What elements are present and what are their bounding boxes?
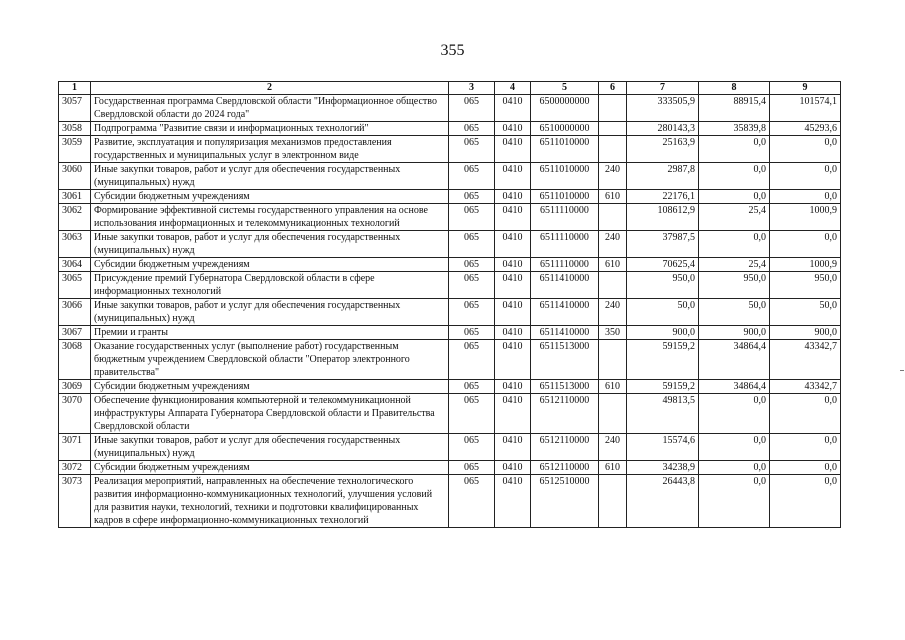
amount-col-9: 43342,7 xyxy=(770,340,841,380)
amount-col-7: 15574,6 xyxy=(627,434,699,461)
row-number: 3069 xyxy=(59,380,91,394)
section-code: 0410 xyxy=(495,190,531,204)
row-description: Обеспечение функционирования компьютерной и телекоммуникационной инфраструктуры Аппарата Губернатора Свердловской области и Правительства Свердловской области xyxy=(91,394,449,434)
column-header: 3 xyxy=(449,82,495,95)
row-number: 3062 xyxy=(59,204,91,231)
column-header: 4 xyxy=(495,82,531,95)
amount-col-8: 25,4 xyxy=(699,258,770,272)
row-number: 3067 xyxy=(59,326,91,340)
amount-col-7: 34238,9 xyxy=(627,461,699,475)
amount-col-9: 101574,1 xyxy=(770,95,841,122)
column-header: 1 xyxy=(59,82,91,95)
section-code: 0410 xyxy=(495,204,531,231)
ministry-code: 065 xyxy=(449,340,495,380)
section-code: 0410 xyxy=(495,231,531,258)
amount-col-8: 950,0 xyxy=(699,272,770,299)
amount-col-8: 0,0 xyxy=(699,394,770,434)
amount-col-7: 59159,2 xyxy=(627,340,699,380)
row-number: 3073 xyxy=(59,475,91,528)
row-number: 3057 xyxy=(59,95,91,122)
amount-col-7: 26443,8 xyxy=(627,475,699,528)
amount-col-7: 70625,4 xyxy=(627,258,699,272)
section-code: 0410 xyxy=(495,258,531,272)
row-number: 3071 xyxy=(59,434,91,461)
table-row xyxy=(59,380,841,394)
column-header: 9 xyxy=(770,82,841,95)
amount-col-9: 1000,9 xyxy=(770,258,841,272)
amount-col-8: 0,0 xyxy=(699,434,770,461)
column-header: 2 xyxy=(91,82,449,95)
expense-type-code xyxy=(599,136,627,163)
section-code: 0410 xyxy=(495,394,531,434)
amount-col-9: 0,0 xyxy=(770,394,841,434)
expense-type-code: 610 xyxy=(599,258,627,272)
row-description: Премии и гранты xyxy=(91,326,449,340)
ministry-code: 065 xyxy=(449,258,495,272)
amount-col-9: 43342,7 xyxy=(770,380,841,394)
row-description: Субсидии бюджетным учреждениям xyxy=(91,258,449,272)
column-header: 7 xyxy=(627,82,699,95)
section-code: 0410 xyxy=(495,380,531,394)
ministry-code: 065 xyxy=(449,231,495,258)
table-row xyxy=(59,136,841,163)
row-description: Субсидии бюджетным учреждениям xyxy=(91,190,449,204)
amount-col-7: 50,0 xyxy=(627,299,699,326)
expense-type-code: 610 xyxy=(599,380,627,394)
ministry-code: 065 xyxy=(449,122,495,136)
expense-type-code xyxy=(599,394,627,434)
row-number: 3059 xyxy=(59,136,91,163)
ministry-code: 065 xyxy=(449,461,495,475)
amount-col-7: 49813,5 xyxy=(627,394,699,434)
ministry-code: 065 xyxy=(449,136,495,163)
row-number: 3072 xyxy=(59,461,91,475)
row-description: Развитие, эксплуатация и популяризация механизмов предоставления государственных и муниципальных услуг в электронном виде xyxy=(91,136,449,163)
expense-type-code: 610 xyxy=(599,461,627,475)
amount-col-7: 333505,9 xyxy=(627,95,699,122)
expense-type-code xyxy=(599,204,627,231)
section-code: 0410 xyxy=(495,95,531,122)
target-article-code: 6511010000 xyxy=(531,136,599,163)
row-description: Реализация мероприятий, направленных на обеспечение технологического развития информационно-коммуникационных технологий, улучшения условий для развития науки, технологий, техники и подготовки квалифицированных кадров в сфере информационно-коммуникационных технологий xyxy=(91,475,449,528)
target-article-code: 6511110000 xyxy=(531,258,599,272)
table-row xyxy=(59,163,841,190)
target-article-code: 6500000000 xyxy=(531,95,599,122)
row-description: Присуждение премий Губернатора Свердловской области в сфере информационных технологий xyxy=(91,272,449,299)
amount-col-8: 900,0 xyxy=(699,326,770,340)
section-code: 0410 xyxy=(495,461,531,475)
amount-col-9: 50,0 xyxy=(770,299,841,326)
target-article-code: 6511513000 xyxy=(531,380,599,394)
ministry-code: 065 xyxy=(449,272,495,299)
target-article-code: 6512110000 xyxy=(531,461,599,475)
amount-col-8: 0,0 xyxy=(699,190,770,204)
amount-col-9: 0,0 xyxy=(770,163,841,190)
row-number: 3066 xyxy=(59,299,91,326)
amount-col-8: 34864,4 xyxy=(699,340,770,380)
amount-col-8: 34864,4 xyxy=(699,380,770,394)
expense-type-code: 240 xyxy=(599,163,627,190)
ministry-code: 065 xyxy=(449,299,495,326)
ministry-code: 065 xyxy=(449,394,495,434)
target-article-code: 6512110000 xyxy=(531,394,599,434)
ministry-code: 065 xyxy=(449,475,495,528)
expense-type-code xyxy=(599,122,627,136)
section-code: 0410 xyxy=(495,434,531,461)
row-number: 3063 xyxy=(59,231,91,258)
amount-col-9: 950,0 xyxy=(770,272,841,299)
target-article-code: 6511110000 xyxy=(531,231,599,258)
section-code: 0410 xyxy=(495,122,531,136)
target-article-code: 6512110000 xyxy=(531,434,599,461)
section-code: 0410 xyxy=(495,272,531,299)
section-code: 0410 xyxy=(495,136,531,163)
expense-type-code: 610 xyxy=(599,190,627,204)
amount-col-9: 0,0 xyxy=(770,136,841,163)
target-article-code: 6511410000 xyxy=(531,326,599,340)
amount-col-8: 0,0 xyxy=(699,461,770,475)
expense-type-code xyxy=(599,95,627,122)
section-code: 0410 xyxy=(495,299,531,326)
table-row xyxy=(59,461,841,475)
amount-col-8: 0,0 xyxy=(699,163,770,190)
expense-type-code xyxy=(599,340,627,380)
amount-col-9: 0,0 xyxy=(770,434,841,461)
expense-type-code xyxy=(599,475,627,528)
section-code: 0410 xyxy=(495,326,531,340)
expense-type-code: 240 xyxy=(599,231,627,258)
ministry-code: 065 xyxy=(449,163,495,190)
row-number: 3064 xyxy=(59,258,91,272)
row-number: 3060 xyxy=(59,163,91,190)
table-row xyxy=(59,340,841,380)
amount-col-9: 45293,6 xyxy=(770,122,841,136)
amount-col-7: 280143,3 xyxy=(627,122,699,136)
target-article-code: 6511410000 xyxy=(531,299,599,326)
amount-col-7: 950,0 xyxy=(627,272,699,299)
amount-col-8: 25,4 xyxy=(699,204,770,231)
column-header: 6 xyxy=(599,82,627,95)
column-header: 8 xyxy=(699,82,770,95)
table-row xyxy=(59,434,841,461)
row-number: 3070 xyxy=(59,394,91,434)
ministry-code: 065 xyxy=(449,380,495,394)
amount-col-8: 50,0 xyxy=(699,299,770,326)
table-row xyxy=(59,190,841,204)
row-description: Субсидии бюджетным учреждениям xyxy=(91,380,449,394)
amount-col-8: 35839,8 xyxy=(699,122,770,136)
column-header: 5 xyxy=(531,82,599,95)
table-row xyxy=(59,95,841,122)
expense-type-code: 350 xyxy=(599,326,627,340)
amount-col-8: 0,0 xyxy=(699,475,770,528)
margin-mark xyxy=(900,370,904,371)
row-description: Подпрограмма "Развитие связи и информационных технологий" xyxy=(91,122,449,136)
table-row xyxy=(59,122,841,136)
table-body xyxy=(59,95,841,528)
table-row xyxy=(59,231,841,258)
ministry-code: 065 xyxy=(449,326,495,340)
table-row xyxy=(59,299,841,326)
amount-col-9: 0,0 xyxy=(770,475,841,528)
amount-col-7: 2987,8 xyxy=(627,163,699,190)
row-description: Субсидии бюджетным учреждениям xyxy=(91,461,449,475)
amount-col-9: 900,0 xyxy=(770,326,841,340)
amount-col-8: 88915,4 xyxy=(699,95,770,122)
row-number: 3058 xyxy=(59,122,91,136)
target-article-code: 6511513000 xyxy=(531,340,599,380)
row-description: Государственная программа Свердловской области "Информационное общество Свердловской области до 2024 года" xyxy=(91,95,449,122)
row-number: 3065 xyxy=(59,272,91,299)
ministry-code: 065 xyxy=(449,190,495,204)
row-description: Иные закупки товаров, работ и услуг для обеспечения государственных (муниципальных) нужд xyxy=(91,231,449,258)
budget-table xyxy=(58,81,841,528)
target-article-code: 6511010000 xyxy=(531,190,599,204)
table-row xyxy=(59,272,841,299)
expense-type-code: 240 xyxy=(599,299,627,326)
row-number: 3068 xyxy=(59,340,91,380)
row-description: Оказание государственных услуг (выполнение работ) государственным бюджетным учреждением Свердловской области "Оператор электронного правительства" xyxy=(91,340,449,380)
amount-col-9: 0,0 xyxy=(770,231,841,258)
target-article-code: 6512510000 xyxy=(531,475,599,528)
ministry-code: 065 xyxy=(449,434,495,461)
row-description: Иные закупки товаров, работ и услуг для обеспечения государственных (муниципальных) нужд xyxy=(91,163,449,190)
ministry-code: 065 xyxy=(449,95,495,122)
section-code: 0410 xyxy=(495,475,531,528)
target-article-code: 6510000000 xyxy=(531,122,599,136)
expense-type-code xyxy=(599,272,627,299)
amount-col-8: 0,0 xyxy=(699,231,770,258)
amount-col-9: 0,0 xyxy=(770,190,841,204)
table-row xyxy=(59,204,841,231)
target-article-code: 6511410000 xyxy=(531,272,599,299)
amount-col-7: 22176,1 xyxy=(627,190,699,204)
amount-col-9: 0,0 xyxy=(770,461,841,475)
amount-col-7: 108612,9 xyxy=(627,204,699,231)
row-description: Формирование эффективной системы государственного управления на основе использования информационных и телекоммуникационных технологий xyxy=(91,204,449,231)
page-number: 355 xyxy=(440,42,465,59)
section-code: 0410 xyxy=(495,340,531,380)
row-description: Иные закупки товаров, работ и услуг для обеспечения государственных (муниципальных) нужд xyxy=(91,299,449,326)
target-article-code: 6511010000 xyxy=(531,163,599,190)
amount-col-7: 25163,9 xyxy=(627,136,699,163)
amount-col-7: 37987,5 xyxy=(627,231,699,258)
table-row xyxy=(59,394,841,434)
amount-col-7: 59159,2 xyxy=(627,380,699,394)
table-row xyxy=(59,258,841,272)
amount-col-8: 0,0 xyxy=(699,136,770,163)
row-number: 3061 xyxy=(59,190,91,204)
section-code: 0410 xyxy=(495,163,531,190)
table-row xyxy=(59,475,841,528)
amount-col-9: 1000,9 xyxy=(770,204,841,231)
row-description: Иные закупки товаров, работ и услуг для обеспечения государственных (муниципальных) нужд xyxy=(91,434,449,461)
target-article-code: 6511110000 xyxy=(531,204,599,231)
expense-type-code: 240 xyxy=(599,434,627,461)
table-row xyxy=(59,326,841,340)
header-row xyxy=(59,82,841,95)
ministry-code: 065 xyxy=(449,204,495,231)
amount-col-7: 900,0 xyxy=(627,326,699,340)
